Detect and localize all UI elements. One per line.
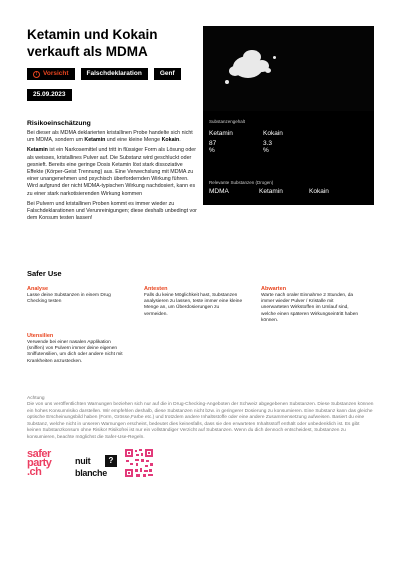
relevant-name: Ketamin — [259, 188, 283, 195]
page-title: Ketamin und Kokain verkauft als MDMA — [27, 27, 158, 59]
relevant-label: Relevante Substanzen (Drogen) — [209, 180, 274, 185]
antesten-heading: Antesten — [144, 286, 168, 292]
utensilien-heading: Utensilien — [27, 333, 54, 339]
relevant-name: Kokain — [309, 188, 329, 195]
nuitblanche-top: nuit — [75, 456, 91, 466]
safer-use-abwarten — [261, 286, 361, 324]
substance-panel — [203, 111, 374, 205]
safer-use-analyse — [27, 286, 127, 305]
saferparty-logo: safer party .ch — [27, 448, 52, 478]
safer-use-utensilien — [27, 333, 127, 365]
content-label: Substanzengehalt — [209, 119, 246, 124]
content-value: 87 % — [209, 140, 217, 154]
analyse-text: Lasse deine Substanzen in einem Drug Checking testen — [27, 293, 111, 305]
content-value: 3.3 % — [263, 140, 273, 154]
notice-text: Die von uns veröffentlichten Warnungen beziehen sich nur auf die in Drug-Checking-Angeboten der Schweiz abgegebenen Substanzen. Diese Substanzen können ein hohes Konsumrisiko darstellen. Wir empfehlen deshalb, diese Substanzen nicht bzw. in geringerer Dosierung zu konsumieren. Eine Substanz kann das gleiche optische Erscheinungsbild haben (Form, Grösse,Farbe etc.) und trotzdem andere Inhaltsstoffe oder eine andere Zusammensetzung aufweisen. Basiert du eine Substanz, welche nicht in unseren Warnungen erscheint, bedeutet dies keinesfalls, dass sie den erwarteten Inhaltsstoff enthält oder unbedenklich ist. Es gibt keinen Substanzkonsum ohne Risiko! Risikofrei ist nur ein vollständiger Verzicht auf Substanzen. Wenn du dich dennoch entscheidest, Substanzen zu konsumieren, beachte möglichst die Safer-Use-Regeln. — [27, 402, 374, 440]
relevant-name: MDMA — [209, 188, 229, 195]
sample-photo — [203, 26, 374, 111]
nuitblanche-bottom: blanche — [75, 468, 107, 478]
antesten-text: Falls du keine Möglichkeit hast, Substanzen analysieren zu lassen, teste immer eine kleine Menge an, um Überdosierungen zu vermeiden. — [144, 293, 243, 317]
content-name: Kokain — [263, 130, 283, 137]
date-badge: 25.09.2023 — [27, 89, 72, 101]
utensilien-text: Verwende bei einer nasalen Applikation (sniffen) von Pulvern immer deine eigenen Sniffutensilien, um dich oder andere nicht mit Krankheiten anzustecken. — [27, 340, 123, 364]
risk-paragraph-1: Bei dieser als MDMA deklarierten kristallinen Probe handelte sich nicht um MDMA, sondern um Ketamin und eine kleine Menge Kokain. — [27, 130, 193, 144]
safer-use-title: Safer Use — [27, 269, 62, 278]
nuitblanche-logo — [75, 454, 119, 480]
warning-icon: ! — [33, 71, 40, 78]
abwarten-text: Warte nach oraler Einnahme 2 Stunden, da immer wieder Pulver / Kristalle mit unerwarteten Wirkstoffen im Umlauf sind, welche einen späteren Wirkungseintritt haben können. — [261, 293, 359, 323]
notice-title: Achtung — [27, 396, 45, 401]
risk-paragraph-2: Ketamin ist ein Narkosemittel und tritt in flüssiger Form als Lösung oder als weisses, kristallines Pulver auf. Die Substanz wird geschluckt oder gesnieft. Bereits eine geringe Dosis Ketamin löst stark dissoziative Effekte (Körper-Geist Trennung) aus. Eine Verwechslung mit MDMA zu einer unangenehmen und psychisch überfordernden Wirkung führen. Wird aufgrund der nicht MDMA-typischen Wirkung nachdosiert, kann es zu einer stark narkotisierenden Wirkung kommen — [27, 147, 196, 197]
analyse-heading: Analyse — [27, 286, 49, 292]
abwarten-heading: Abwarten — [261, 286, 287, 292]
risk-paragraph-3: Bei Pulvern und kristallinen Proben kommt es immer wieder zu Falschdeklarationen und Verunreinigungen; diese deshalb unbedingt vor dem Konsum testen lassen! — [27, 200, 197, 222]
qr-code-icon — [124, 448, 154, 478]
city-tag: Genf — [154, 68, 181, 80]
warning-tag — [27, 68, 75, 80]
warning-tag-label: Vorsicht — [43, 70, 69, 77]
content-name: Ketamin — [209, 130, 233, 137]
tag-row — [27, 68, 181, 80]
nuitblanche-box: ? — [105, 455, 117, 467]
safer-use-antesten — [144, 286, 244, 318]
risk-heading: Risikoeinschätzung — [27, 120, 91, 127]
notice-section — [27, 396, 374, 441]
declaration-tag: Falschdeklaration — [81, 68, 148, 80]
risk-section — [27, 120, 197, 225]
